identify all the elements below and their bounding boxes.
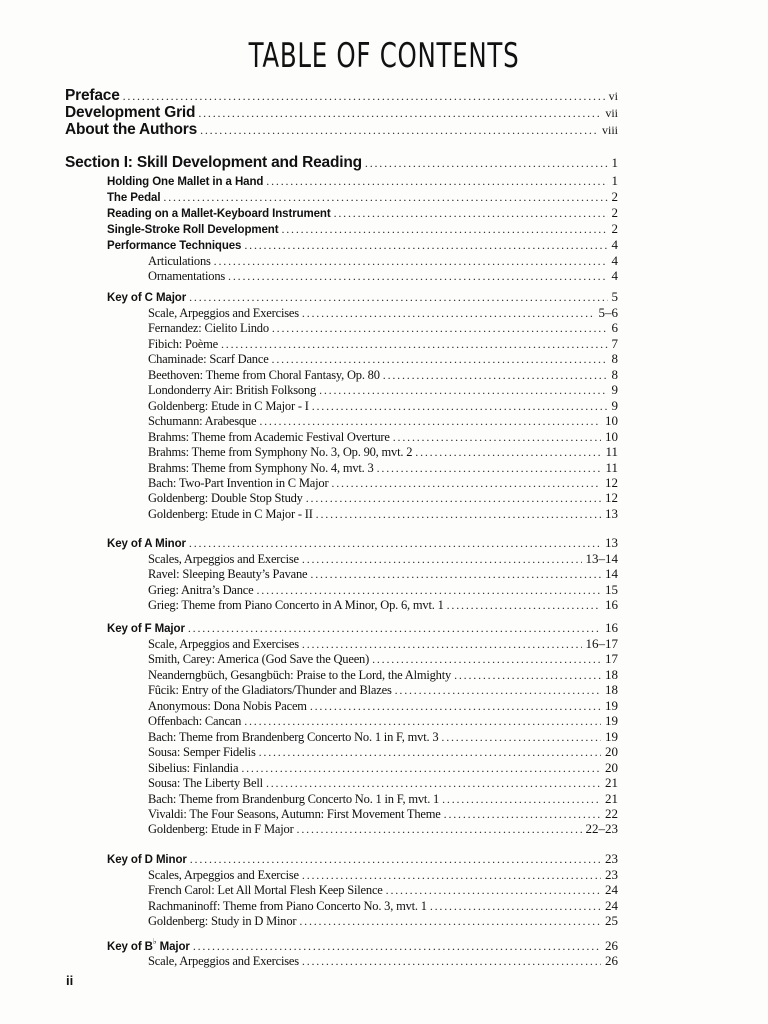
entry-page-number: 11	[605, 444, 618, 460]
toc-entry-key	[107, 620, 618, 636]
toc-entry-section	[65, 154, 618, 172]
entry-page-number: 4	[611, 252, 618, 268]
toc-entry-piece	[148, 566, 618, 582]
toc-entry-piece	[148, 336, 618, 352]
entry-title: Ornamentations	[148, 269, 226, 284]
dot-leader	[454, 668, 601, 683]
dot-leader	[430, 899, 601, 914]
dot-leader	[123, 89, 605, 104]
entry-page-number: 16	[605, 620, 618, 635]
entry-page-number: 5	[611, 289, 618, 304]
toc-entry-piece	[148, 429, 618, 445]
entry-title: Chaminade: Scarf Dance	[148, 352, 269, 367]
entry-title: Vivaldi: The Four Seasons, Autumn: First Movement Theme	[148, 806, 441, 821]
dot-leader	[244, 238, 607, 253]
entry-title: Performance Techniques	[107, 239, 242, 252]
entry-page-number: 21	[605, 775, 618, 791]
toc-entry-topic	[107, 189, 618, 205]
dot-leader	[302, 306, 595, 321]
entry-title: Reading on a Mallet-Keyboard Instrument	[107, 207, 331, 220]
dot-leader	[259, 745, 601, 760]
entry-page-number: 1	[611, 155, 618, 170]
dot-leader	[302, 868, 601, 883]
toc-entry-piece	[148, 806, 618, 822]
toc-entry-piece	[148, 398, 618, 414]
entry-page-number: 12	[605, 490, 618, 506]
dot-leader	[198, 106, 601, 121]
entry-title: Scale, Arpeggios and Exercises	[148, 954, 299, 968]
toc-entry-subtopic	[148, 268, 618, 284]
dot-leader	[365, 156, 608, 171]
entry-page-number: 19	[605, 713, 618, 729]
dot-leader	[163, 190, 607, 205]
entry-page-number: 20	[605, 759, 618, 775]
toc-entry-key	[107, 851, 618, 867]
entry-page-number: vii	[605, 106, 618, 120]
dot-leader	[189, 290, 607, 305]
toc-entry-piece	[148, 913, 618, 929]
entry-title: Fibich: Poème	[148, 336, 218, 351]
toc-entry-front-matter	[65, 104, 618, 122]
dot-leader	[200, 123, 598, 138]
entry-title: Scales, Arpeggios and Exercise	[148, 552, 299, 566]
toc-entry-piece	[148, 444, 618, 460]
toc-entry-key	[107, 535, 618, 551]
entry-page-number: 2	[611, 188, 618, 204]
entry-title: Development Grid	[65, 104, 196, 121]
flat-sign-icon: ♭	[152, 937, 157, 946]
dot-leader	[302, 637, 582, 652]
entry-title: Sousa: Semper Fidelis	[148, 745, 256, 760]
entry-title: Goldenberg: Etude in C Major - II	[148, 506, 313, 521]
entry-page-number: 2	[611, 220, 618, 236]
entry-title: Holding One Mallet in a Hand	[107, 176, 264, 188]
entry-title: Scale, Arpeggios and Exercises	[148, 306, 299, 320]
dot-leader	[319, 383, 607, 398]
entry-title: Beethoven: Theme from Choral Fantasy, Op. 80	[148, 367, 380, 382]
entry-page-number: 13	[605, 535, 618, 550]
entry-title: Goldenberg: Etude in C Major - I	[148, 398, 309, 413]
toc-entry-piece	[148, 898, 618, 914]
entry-title: Fernandez: Cielito Lindo	[148, 321, 269, 336]
entry-page-number: 26	[605, 938, 618, 953]
entry-title: Goldenberg: Etude in F Major	[148, 822, 294, 837]
dot-leader	[241, 761, 601, 776]
dot-leader	[266, 174, 607, 189]
entry-title	[107, 937, 193, 953]
toc-entry-topic	[107, 173, 618, 189]
entry-page-number: 23	[605, 851, 618, 866]
toc-entry-key	[107, 937, 618, 954]
dot-leader	[441, 730, 601, 745]
dot-leader	[257, 583, 602, 598]
entry-page-number: 19	[605, 728, 618, 744]
toc-entry-piece	[148, 729, 618, 745]
dot-leader	[244, 714, 601, 729]
toc-entry-piece	[148, 821, 618, 837]
toc-entry-piece	[148, 953, 618, 969]
dot-leader	[266, 776, 601, 791]
entry-page-number: 9	[611, 397, 618, 413]
entry-page-number: 7	[611, 335, 618, 351]
toc-entry-topic	[107, 221, 618, 237]
dot-leader	[302, 954, 601, 969]
entry-page-number: 25	[605, 913, 618, 929]
dot-leader	[188, 621, 601, 636]
entry-title: Rachmaninoff: Theme from Piano Concerto No. 3, mvt. 1	[148, 898, 427, 913]
entry-page-number: 16–17	[585, 636, 618, 651]
dot-leader	[306, 491, 601, 506]
entry-page-number: 18	[605, 682, 618, 698]
entry-page-number: viii	[601, 123, 618, 137]
entry-title: Smith, Carey: America (God Save the Queen)	[148, 652, 370, 667]
entry-title: Preface	[65, 87, 120, 104]
toc-entry-piece	[148, 651, 618, 667]
toc-entry-piece	[148, 413, 618, 429]
dot-leader	[297, 822, 582, 837]
entry-title: Key of F Major	[107, 623, 185, 635]
dot-leader	[272, 321, 608, 336]
toc-entry-key	[107, 289, 618, 305]
toc-entry-piece	[148, 305, 618, 321]
toc-entry-front-matter	[65, 121, 618, 139]
entry-title: Fûcik: Entry of the Gladiators/Thunder and Blazes	[148, 683, 392, 698]
toc-entry-piece	[148, 867, 618, 883]
entry-page-number: 10	[605, 413, 618, 429]
toc-entry-piece	[148, 760, 618, 776]
entry-page-number: 15	[605, 581, 618, 597]
entry-title: Brahms: Theme from Symphony No. 4, mvt. 3	[148, 460, 374, 475]
dot-leader	[372, 652, 601, 667]
entry-page-number: vi	[608, 89, 618, 103]
entry-title: Goldenberg: Study in D Minor	[148, 914, 297, 929]
toc-entry-topic	[107, 205, 618, 221]
entry-page-number: 18	[605, 666, 618, 682]
entry-page-number: 17	[605, 651, 618, 667]
entry-title: Anonymous: Dona Nobis Pacem	[148, 698, 307, 713]
entry-title: Bach: Theme from Brandenberg Concerto No. 1 in F, mvt. 3	[148, 729, 439, 744]
dot-leader	[377, 461, 602, 476]
entry-page-number: 14	[605, 566, 618, 582]
toc-entry-piece	[148, 506, 618, 522]
entry-title: Grieg: Theme from Piano Concerto in A Minor, Op. 6, mvt. 1	[148, 598, 444, 613]
entry-page-number: 4	[611, 236, 618, 252]
toc-entry-piece	[148, 582, 618, 598]
toc-entry-piece	[148, 636, 618, 652]
entry-page-number: 22	[605, 805, 618, 821]
dot-leader	[221, 337, 608, 352]
dot-leader	[395, 683, 601, 698]
dot-leader	[386, 883, 601, 898]
entry-title: Londonderry Air: British Folksong	[148, 383, 317, 398]
dot-leader	[331, 476, 601, 491]
entry-title: Articulations	[148, 253, 211, 268]
key-quality: Major	[156, 941, 190, 953]
toc-entry-piece	[148, 667, 618, 683]
entry-page-number: 21	[605, 790, 618, 806]
dot-leader	[383, 368, 608, 383]
entry-title: Key of C Major	[107, 292, 187, 304]
entry-title: Ravel: Sleeping Beauty’s Pavane	[148, 567, 308, 582]
entry-page-number: 23	[605, 867, 618, 882]
dot-leader	[281, 222, 607, 237]
dot-leader	[393, 430, 601, 445]
entry-title: Sousa: The Liberty Bell	[148, 776, 263, 791]
toc-entry-piece	[148, 682, 618, 698]
page-title: TABLE OF CONTENTS	[248, 36, 520, 76]
entry-page-number: 22–23	[585, 821, 618, 837]
page-number: ii	[66, 973, 74, 988]
entry-page-number: 6	[611, 320, 618, 336]
dot-leader	[312, 399, 608, 414]
dot-leader	[310, 699, 601, 714]
entry-title: Neanderngbüch, Gesangbüch: Praise to the Lord, the Almighty	[148, 667, 452, 682]
toc-entry-piece	[148, 382, 618, 398]
dot-leader	[272, 352, 608, 367]
toc-entry-piece	[148, 490, 618, 506]
entry-page-number: 24	[605, 882, 618, 898]
toc-entry-piece	[148, 882, 618, 898]
dot-leader	[214, 254, 608, 269]
toc-entry-piece	[148, 475, 618, 491]
toc-entry-topic	[107, 237, 618, 253]
dot-leader	[310, 567, 601, 582]
entry-title: Grieg: Anitra’s Dance	[148, 582, 254, 597]
entry-title: Bach: Two-Part Invention in C Major	[148, 475, 329, 490]
toc-entry-piece	[148, 713, 618, 729]
entry-page-number: 8	[611, 351, 618, 367]
toc-entry-piece	[148, 698, 618, 714]
entry-title: Bach: Theme from Brandenburg Concerto No. 1 in F, mvt. 1	[148, 791, 440, 806]
dot-leader	[193, 939, 601, 954]
entry-title: Schumann: Arabesque	[148, 414, 257, 429]
toc-entry-piece	[148, 597, 618, 613]
entry-page-number: 10	[605, 428, 618, 444]
entry-title: Single-Stroke Roll Development	[107, 223, 279, 236]
entry-page-number: 16	[605, 597, 618, 613]
entry-page-number: 2	[611, 204, 618, 220]
entry-page-number: 12	[605, 474, 618, 490]
toc-entry-piece	[148, 775, 618, 791]
toc-entry-piece	[148, 551, 618, 567]
dot-leader	[444, 807, 601, 822]
entry-title: Brahms: Theme from Academic Festival Overture	[148, 429, 390, 444]
dot-leader	[334, 206, 608, 221]
entry-title: The Pedal	[107, 191, 161, 204]
toc-entry-subtopic	[148, 253, 618, 269]
entry-title: Key of D Minor	[107, 854, 187, 866]
entry-title: About the Authors	[65, 121, 198, 138]
entry-page-number: 13	[605, 505, 618, 521]
entry-title: Goldenberg: Double Stop Study	[148, 491, 303, 506]
toc-entry-front-matter	[65, 87, 618, 105]
entry-page-number: 19	[605, 697, 618, 713]
entry-page-number: 5–6	[598, 305, 618, 320]
dot-leader	[302, 552, 582, 567]
entry-title: French Carol: Let All Mortal Flesh Keep Silence	[148, 883, 383, 898]
key-name: Key of B	[107, 941, 153, 953]
entry-title: Key of A Minor	[107, 538, 186, 550]
entry-title: Brahms: Theme from Symphony No. 3, Op. 90, mvt. 2	[148, 445, 413, 460]
entry-page-number: 24	[605, 897, 618, 913]
dot-leader	[442, 792, 601, 807]
dot-leader	[316, 507, 601, 522]
dot-leader	[228, 269, 607, 284]
entry-title: Scale, Arpeggios and Exercises	[148, 637, 299, 651]
entry-title: Sibelius: Finlandia	[148, 760, 239, 775]
entry-title: Section I: Skill Development and Reading	[65, 154, 362, 171]
dot-leader	[415, 445, 601, 460]
entry-page-number: 26	[605, 953, 618, 968]
entry-page-number: 1	[611, 173, 618, 188]
entry-page-number: 13–14	[585, 551, 618, 566]
toc-entry-piece	[148, 367, 618, 383]
toc-entry-piece	[148, 320, 618, 336]
entry-page-number: 8	[611, 366, 618, 382]
dot-leader	[190, 852, 601, 867]
entry-page-number: 4	[611, 268, 618, 284]
toc-entry-piece	[148, 791, 618, 807]
dot-leader	[259, 414, 601, 429]
toc-entry-piece	[148, 460, 618, 476]
toc-entry-piece	[148, 744, 618, 760]
dot-leader	[189, 536, 601, 551]
entry-page-number: 11	[605, 459, 618, 475]
entry-title: Scales, Arpeggios and Exercise	[148, 868, 299, 882]
entry-page-number: 20	[605, 744, 618, 760]
toc-entry-piece	[148, 351, 618, 367]
entry-title: Offenbach: Cancan	[148, 714, 242, 729]
dot-leader	[299, 914, 601, 929]
entry-page-number: 9	[611, 382, 618, 398]
dot-leader	[447, 598, 601, 613]
